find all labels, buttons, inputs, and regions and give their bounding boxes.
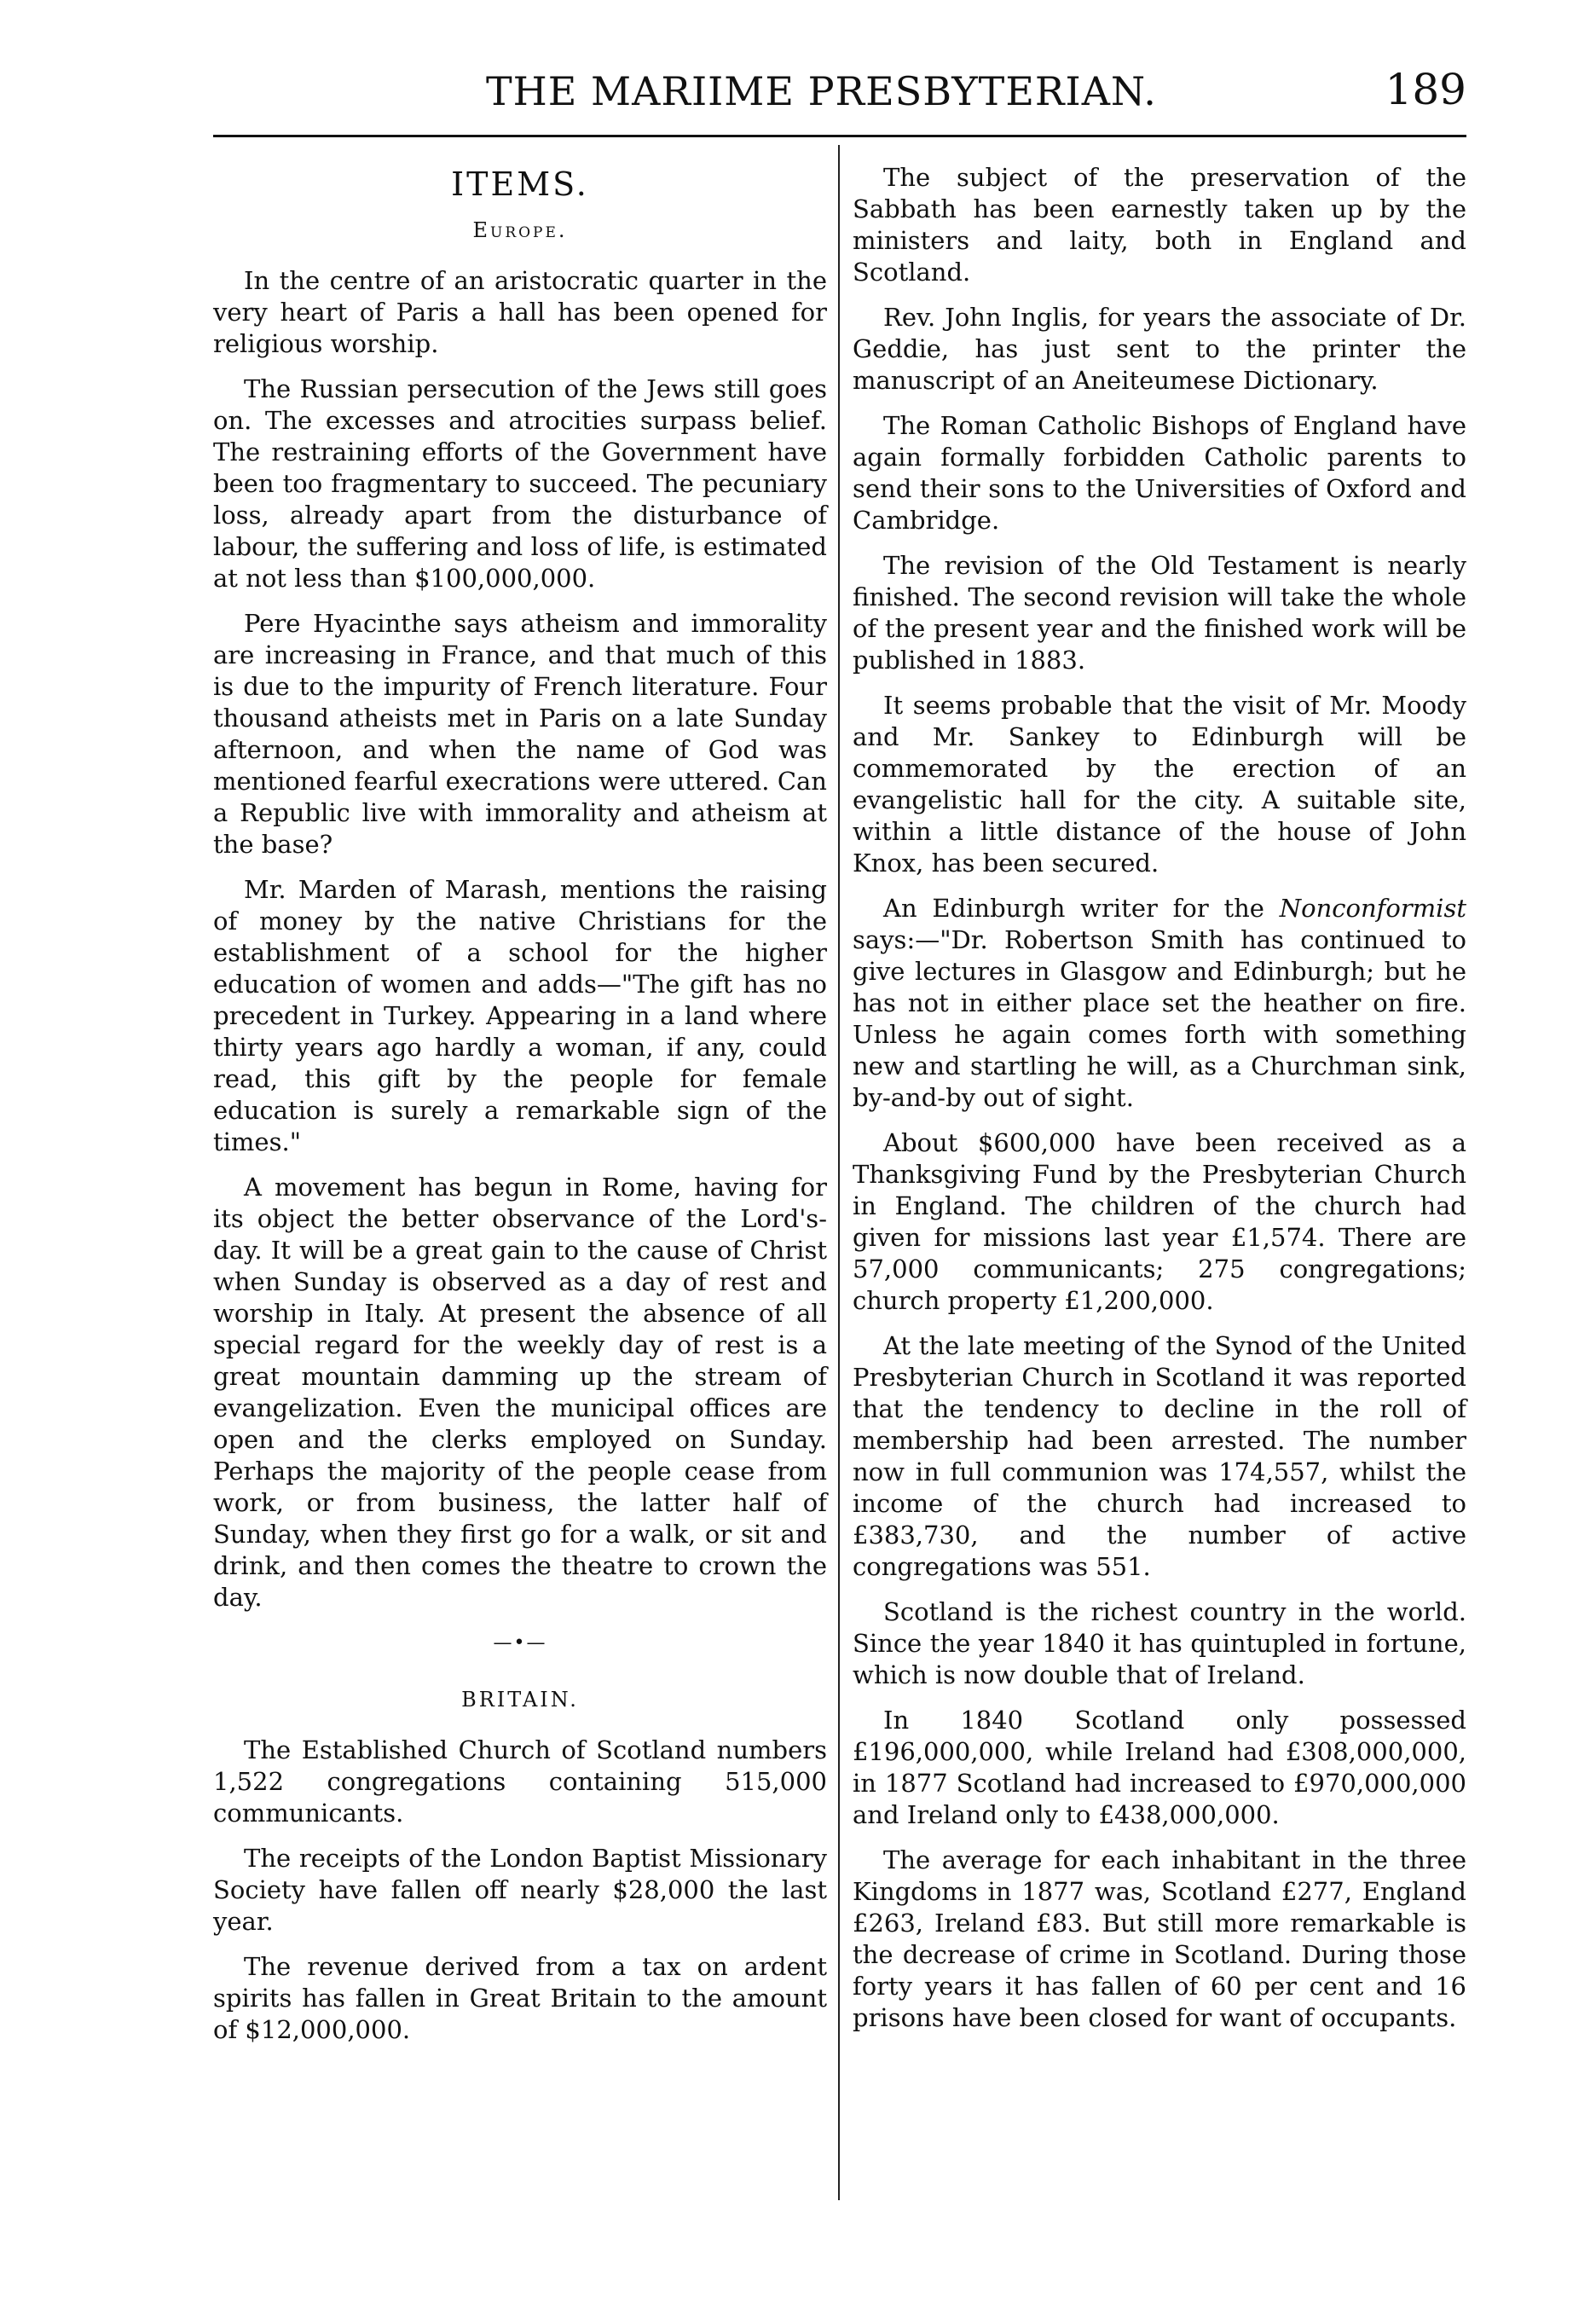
item-john-inglis: Rev. John Inglis, for years the associate of Dr. Geddie, has just sent to the printer the manuscript of an Aneiteumese Dictionary. [853,303,1466,395]
item-scotland-ireland-wealth: In 1840 Scotland only possessed £196,000,000, while Ireland had £308,000,000, in 1877 Scotland had increased to £970,000,000 and Ireland only to £438,000,000. [853,1706,1466,1829]
europe-item-russia: The Russian persecution of the Jews still goes on. The excesses and atrocities surpass belief. The restraining efforts of the Government have been too fragmentary to succeed. The pecuniary loss, already apart from the disturbance of labour, the suffering and loss of life, is estimated at not less than $100,000,000. [213,374,827,593]
running-title: THE MARIIME PRESBYTERIAN. [486,68,1157,114]
item-old-testament-revision: The revision of the Old Testament is nearly finished. The second revision will take the whole of the present year and the finished work will be published in 1883. [853,551,1466,675]
item-moody-sankey: It seems probable that the visit of Mr. Moody and Mr. Sankey to Edinburgh will be commemorated by the erection of an evangelistic hall for the city. A suitable site, within a little distance of the house of John Knox, has been secured. [853,691,1466,878]
nonconformist-title: Nonconformist [1279,894,1466,923]
item-edinburgh-writer [853,893,1466,1114]
item-average-per-inhabitant: The average for each inhabitant in the three Kingdoms in 1877 was, Scotland £277, England £263, Ireland £83. But still more remarkable is the decrease of crime in Scotland. During those forty years it has fallen of 60 per cent and 16 prisons have been closed for want of occupants. [853,1845,1466,2032]
item-synod-report: At the late meeting of the Synod of the United Presbyterian Church in Scotland it was reported that the tendency to decline in the roll of membership had been arrested. The number now in full communion was 174,557, whilst the income of the church had increased to £383,730, and the number of active congregations was 551. [853,1331,1466,1581]
item-thanksgiving-fund: About $600,000 have been received as a Thanksgiving Fund by the Presbyterian Church in England. The children of the church had given for missions last year £1,574. There are 57,000 communicants; 275 congregations; church property £1,200,000. [853,1128,1466,1315]
item-scotland-richest: Scotland is the richest country in the world. Since the year 1840 it has quintupled in fortune, which is now double that of Ireland. [853,1597,1466,1689]
europe-item-paris: In the centre of an aristocratic quarter in the very heart of Paris a hall has been opened for religious worship. [213,266,827,358]
section-ornament: —•— [493,1632,547,1654]
column-divider [838,145,840,2200]
section-title: ITEMS. [451,165,589,203]
right-column [853,162,1466,2048]
europe-heading: Europe. [472,218,568,242]
page-header [213,60,1466,128]
europe-item-rome: A movement has begun in Rome, having for its object the better observance of the Lord's-day. It will be a great gain to the cause of Christ when Sunday is observed as a day of rest and worship in Italy. At present the absence of all special regard for the weekly day of rest is a great mountain damming up the stream of evangelization. Even the municipal offices are open and the clerks employed on Sunday. Perhaps the majority of the people cease from work, or from business, the latter half of Sunday, when they first go for a walk, or sit and drink, and then comes the theatre to crown the day. [213,1173,827,1612]
europe-item-france: Pere Hyacinthe says atheism and immorality are increasing in France, and that much of this is due to the impurity of French literature. Four thousand atheists met in Paris on a late Sunday afternoon, and when the name of God was mentioned fearful execrations were uttered. Can a Republic live with immorality and atheism at the base? [213,609,827,859]
britain-item-spirits-tax: The revenue derived from a tax on ardent spirits has fallen in Great Britain to the amount of $12,000,000. [213,1952,827,2044]
left-column [213,162,827,2059]
britain-heading: BRITAIN. [461,1688,579,1712]
item-sabbath: The subject of the preservation of the Sabbath has been earnestly taken up by the ministers and laity, both in England and Scotland. [853,163,1466,287]
item-catholic-bishops: The Roman Catholic Bishops of England have again formally forbidden Catholic parents to send their sons to the Universities of Oxford and Cambridge. [853,411,1466,535]
page-number: 189 [1385,65,1466,114]
edinburgh-item-after: says:—"Dr. Robertson Smith has continued to give lectures in Glasgow and Edinburgh; but he has not in either place set the heather on fire. Unless he again comes forth with something new and startling he will, as a Churchman sink, by-and-by out of sight. [853,925,1466,1112]
britain-item-baptist-society: The receipts of the London Baptist Missionary Society have fallen off nearly $28,000 the last year. [213,1844,827,1936]
europe-item-marash: Mr. Marden of Marash, mentions the raising of money by the native Christians for the establishment of a school for the higher education of women and adds—"The gift has no precedent in Turkey. Appearing in a land where thirty years ago hardly a woman, if any, could read, this gift by the people for female education is surely a remarkable sign of the times." [213,875,827,1156]
header-rule [213,135,1466,137]
britain-item-church-of-scotland: The Established Church of Scotland numbers 1,522 congregations containing 515,000 communicants. [213,1735,827,1828]
edinburgh-item-before: An Edinburgh writer for the [883,894,1280,923]
